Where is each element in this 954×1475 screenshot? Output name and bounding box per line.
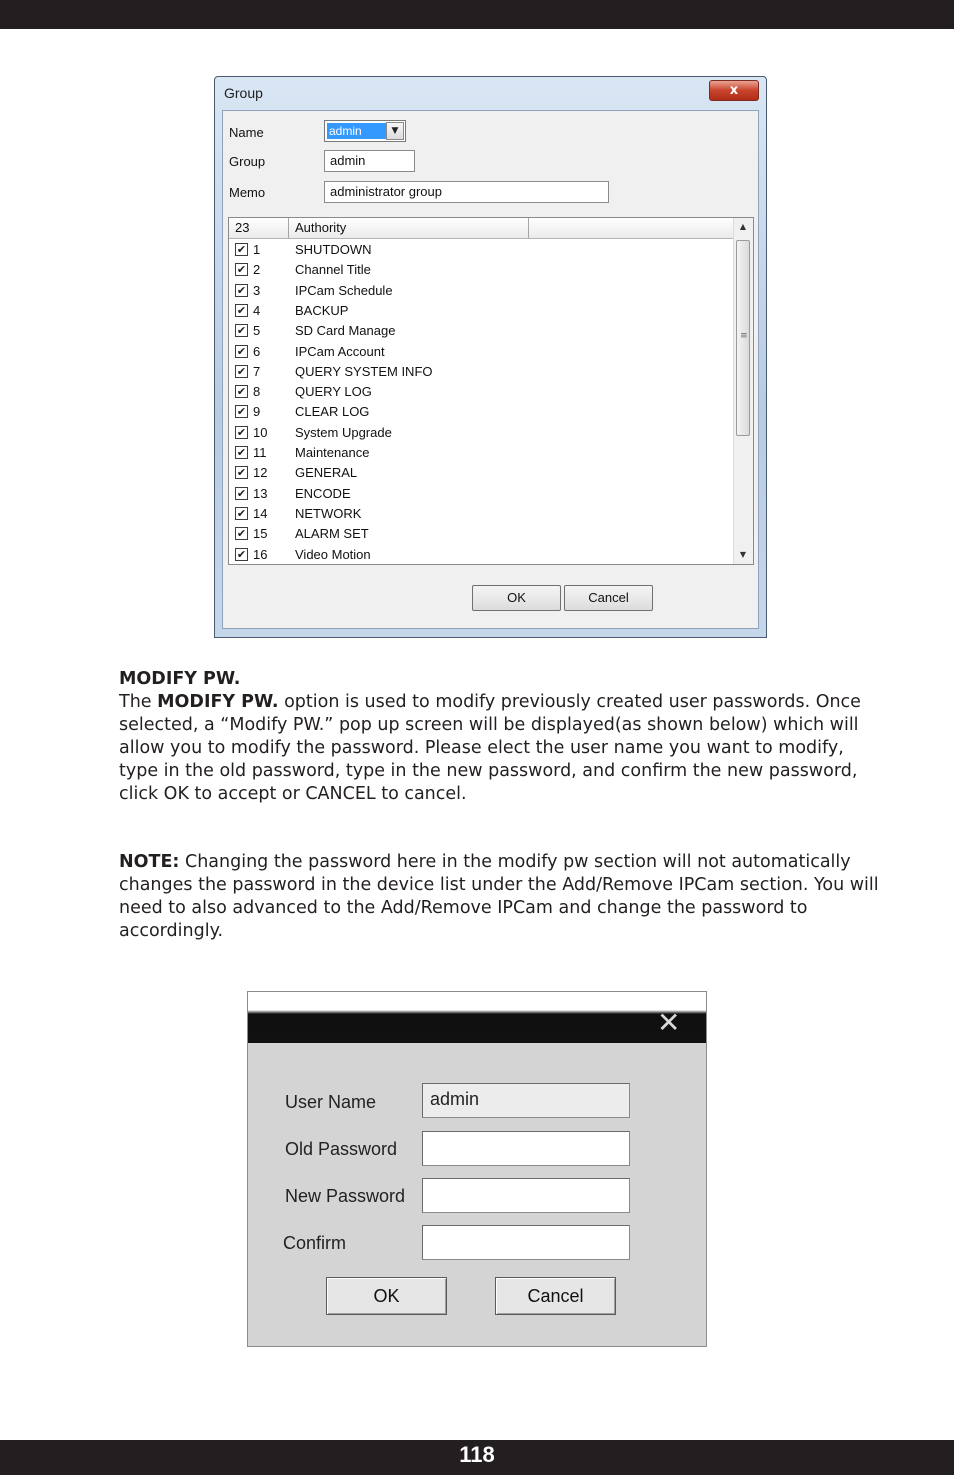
group-dialog xyxy=(214,76,767,638)
close-icon: x xyxy=(729,83,739,98)
list-item[interactable] xyxy=(229,362,734,382)
checkbox-checked-icon[interactable]: ✔ xyxy=(236,324,247,338)
item-authority: QUERY SYSTEM INFO xyxy=(295,363,433,379)
chevron-down-icon[interactable]: ▼ xyxy=(386,122,404,140)
item-number: 1 xyxy=(253,242,261,257)
item-authority: IPCam Account xyxy=(295,343,385,359)
checkbox-checked-icon[interactable]: ✔ xyxy=(236,547,247,561)
item-number: 5 xyxy=(253,323,261,339)
checkbox-checked-icon[interactable]: ✔ xyxy=(236,263,247,277)
list-item[interactable] xyxy=(229,240,734,260)
page-number: 118 xyxy=(459,1442,495,1467)
cancel-button[interactable]: Cancel xyxy=(495,1277,616,1315)
ok-button[interactable]: OK xyxy=(326,1277,447,1315)
list-item[interactable] xyxy=(229,402,734,422)
item-authority: Video Motion xyxy=(295,546,371,562)
old-password-field[interactable] xyxy=(422,1131,630,1166)
item-authority: Channel Title xyxy=(295,262,371,278)
checkbox-checked-icon[interactable]: ✔ xyxy=(236,303,247,317)
top-bar xyxy=(0,0,954,29)
list-item[interactable] xyxy=(229,260,734,280)
checkbox-checked-icon[interactable]: ✔ xyxy=(236,425,247,439)
new-password-label: New Password xyxy=(285,1186,406,1206)
item-authority: SD Card Manage xyxy=(295,323,396,339)
note-paragraph xyxy=(119,851,879,943)
note-text: Changing the password here in the modify pw section will not automatically changes the password in the device list under the Add/Remove IPCam section. You will need to also advanced to the Add/Remove IPCam and change the password to accordingly. xyxy=(119,852,879,941)
item-number: 9 xyxy=(253,404,261,420)
list-item[interactable] xyxy=(229,321,734,341)
name-label: Name xyxy=(229,125,264,140)
old-password-label: Old Password xyxy=(285,1139,398,1159)
checkbox-checked-icon[interactable]: ✔ xyxy=(236,506,247,520)
grip-icon: ≡ xyxy=(740,331,748,341)
group-field[interactable]: admin xyxy=(324,150,415,172)
checkbox-checked-icon[interactable]: ✔ xyxy=(236,486,247,500)
close-button[interactable] xyxy=(709,80,759,101)
group-label: Group xyxy=(229,154,266,169)
item-number: 4 xyxy=(253,302,261,318)
item-number: 15 xyxy=(253,526,268,542)
name-select-value: admin xyxy=(327,123,386,139)
scroll-thumb[interactable] xyxy=(736,240,750,436)
item-authority: ENCODE xyxy=(295,485,351,501)
scrollbar[interactable] xyxy=(733,218,753,564)
memo-label: Memo xyxy=(229,185,266,200)
checkbox-checked-icon[interactable]: ✔ xyxy=(236,243,247,256)
item-number: 13 xyxy=(253,485,268,501)
checkbox-checked-icon[interactable]: ✔ xyxy=(236,446,247,459)
list-item[interactable] xyxy=(229,281,734,301)
paragraph-bold: MODIFY PW. xyxy=(157,692,279,712)
checkbox-checked-icon[interactable]: ✔ xyxy=(236,405,247,419)
section-paragraph xyxy=(119,691,879,806)
item-number: 12 xyxy=(253,465,268,481)
item-authority: ALARM SET xyxy=(295,526,369,542)
item-number: 16 xyxy=(253,546,268,562)
item-number: 10 xyxy=(253,424,268,440)
item-authority: SHUTDOWN xyxy=(295,242,372,257)
list-item[interactable] xyxy=(229,484,734,504)
checkbox-checked-icon[interactable]: ✔ xyxy=(236,344,247,358)
list-item[interactable] xyxy=(229,342,734,362)
item-number: 2 xyxy=(253,262,261,278)
checkbox-checked-icon[interactable]: ✔ xyxy=(236,466,247,480)
list-item[interactable] xyxy=(229,524,734,544)
item-number: 6 xyxy=(253,343,261,359)
group-form xyxy=(222,110,759,629)
user-name-field[interactable]: admin xyxy=(422,1083,630,1118)
item-authority: QUERY LOG xyxy=(295,384,372,400)
item-number: 8 xyxy=(253,384,261,400)
item-authority: IPCam Schedule xyxy=(295,282,393,298)
item-number: 3 xyxy=(253,282,261,298)
memo-field[interactable]: administrator group xyxy=(324,181,609,203)
new-password-field[interactable] xyxy=(422,1178,630,1213)
section-heading: MODIFY PW. xyxy=(119,669,241,689)
column-header-count[interactable]: 23 xyxy=(229,218,289,238)
column-header-authority[interactable]: Authority xyxy=(289,218,529,238)
modify-pw-dialog xyxy=(247,991,707,1347)
item-number: 14 xyxy=(253,505,268,521)
item-number: 7 xyxy=(253,363,261,379)
authority-list xyxy=(228,217,754,565)
checkbox-checked-icon[interactable]: ✔ xyxy=(236,527,247,541)
column-header-empty xyxy=(529,218,734,238)
paragraph-prefix: The xyxy=(119,692,158,712)
list-item[interactable] xyxy=(229,301,734,321)
list-item[interactable] xyxy=(229,443,734,463)
list-item[interactable] xyxy=(229,382,734,402)
close-icon[interactable]: ✕ xyxy=(657,1006,681,1039)
user-name-label: User Name xyxy=(285,1092,377,1112)
item-authority: NETWORK xyxy=(295,505,362,521)
confirm-password-field[interactable] xyxy=(422,1225,630,1260)
item-authority: CLEAR LOG xyxy=(295,404,370,420)
item-authority: System Upgrade xyxy=(295,424,392,440)
paragraph-text: option is used to modify previously created user passwords. Once selected, a “Modify PW.” pop up screen will be displayed(as shown below) which will allow you to modify the password. Please elect the user name you want to modify, type in the old password, type in the new password, and confirm the new password, click OK to accept or CANCEL to cancel. xyxy=(119,692,861,804)
item-authority: BACKUP xyxy=(295,302,349,318)
dialog-titlebar xyxy=(248,992,706,1043)
ok-button[interactable]: OK xyxy=(472,585,561,611)
item-authority: GENERAL xyxy=(295,465,358,481)
list-item[interactable] xyxy=(229,423,734,443)
checkbox-checked-icon[interactable]: ✔ xyxy=(236,364,247,378)
item-authority: Maintenance xyxy=(295,445,370,460)
list-item[interactable] xyxy=(229,545,734,565)
note-label: NOTE: xyxy=(119,852,180,872)
scroll-up-icon[interactable]: ▲ xyxy=(739,222,747,231)
name-select[interactable] xyxy=(324,120,406,142)
dialog-title: Group xyxy=(224,85,263,101)
list-header xyxy=(229,218,734,239)
checkbox-checked-icon[interactable]: ✔ xyxy=(236,385,247,399)
item-number: 11 xyxy=(253,445,267,460)
list-item[interactable] xyxy=(229,504,734,524)
checkbox-checked-icon[interactable]: ✔ xyxy=(236,283,247,297)
scroll-down-icon[interactable]: ▼ xyxy=(739,550,747,559)
list-item[interactable] xyxy=(229,463,734,483)
cancel-button[interactable]: Cancel xyxy=(564,585,653,611)
confirm-label: Confirm xyxy=(283,1233,347,1253)
